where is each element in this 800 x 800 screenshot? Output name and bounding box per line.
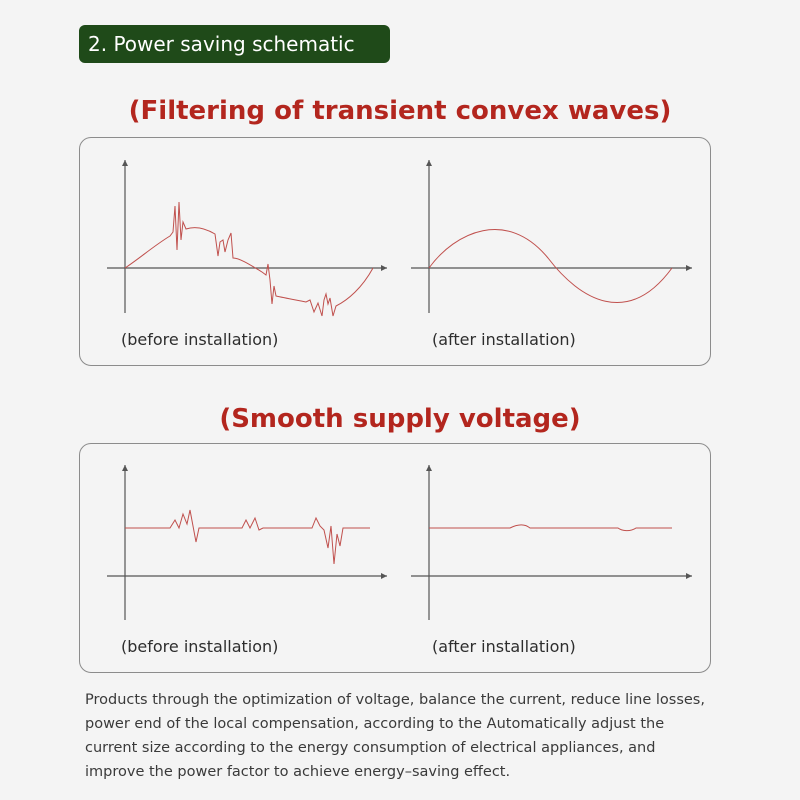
clean-sine-wave bbox=[429, 230, 672, 303]
axes-after-1 bbox=[411, 160, 692, 313]
description-line: Products through the optimization of voltage, balance the current, reduce line losses, bbox=[85, 692, 705, 708]
spiky-voltage-line bbox=[125, 510, 370, 564]
axes-after-2 bbox=[411, 465, 692, 620]
panel-2-heading: (Smooth supply voltage) bbox=[219, 404, 581, 434]
axes-before-2 bbox=[107, 465, 387, 620]
caption-after-2: (after installation) bbox=[432, 637, 576, 656]
description-line: current size according to the energy consumption of electrical appliances, and bbox=[85, 740, 656, 756]
axes-before-1 bbox=[107, 160, 387, 313]
description bbox=[85, 688, 775, 784]
description-line: power end of the local compensation, according to the Automatically adjust the bbox=[85, 716, 665, 732]
caption-before-2: (before installation) bbox=[121, 637, 279, 656]
description-line: improve the power factor to achieve energy–saving effect. bbox=[85, 764, 511, 780]
smooth-voltage-line bbox=[429, 525, 672, 531]
section-tag-label: 2. Power saving schematic bbox=[88, 32, 355, 56]
panel-1-heading: (Filtering of transient convex waves) bbox=[128, 96, 672, 126]
caption-before-1: (before installation) bbox=[121, 330, 279, 349]
distorted-sine-wave bbox=[125, 202, 373, 316]
caption-after-1: (after installation) bbox=[432, 330, 576, 349]
